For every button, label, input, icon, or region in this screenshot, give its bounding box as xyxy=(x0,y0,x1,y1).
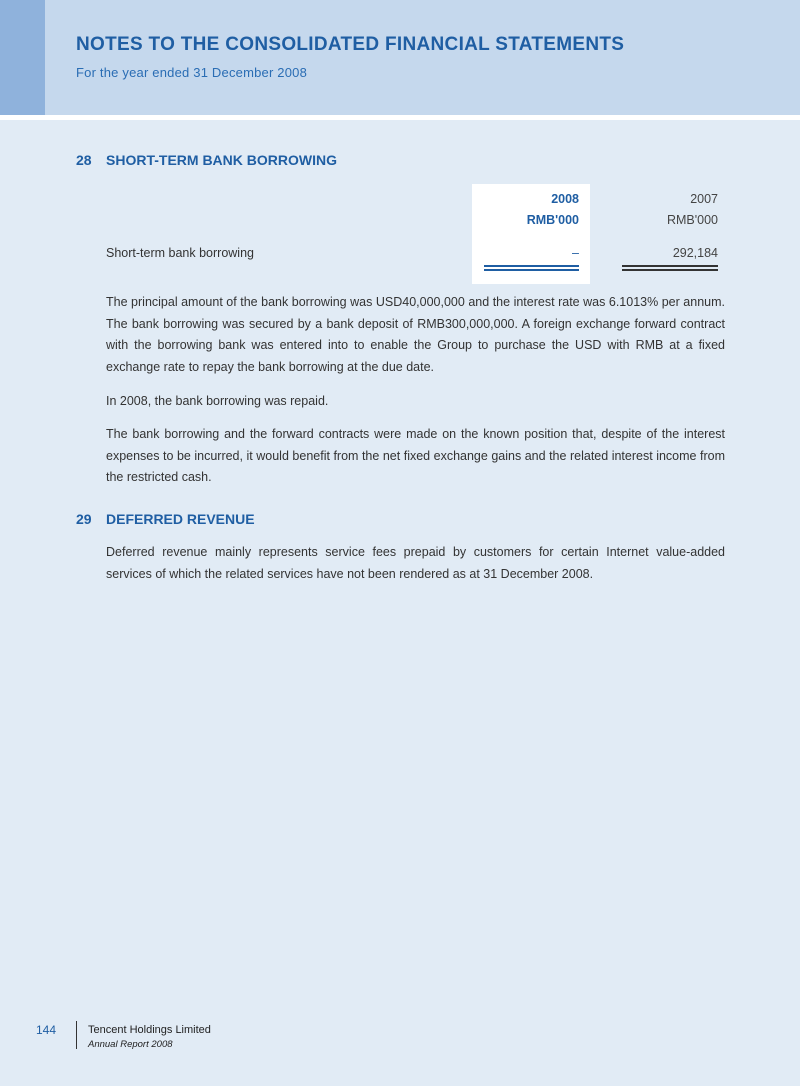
section-28-paragraph-1: The principal amount of the bank borrowing was USD40,000,000 and the interest rate was 6.1013% per annum. The bank borrowing was secured by a bank deposit of RMB300,000,000. A foreign exchange forward contract with the borrowing bank was entered into to enable the Group to purchase the USD with RMB at a fixed exchange rate to repay the bank borrowing at the due date. xyxy=(106,295,725,374)
total-double-underline-2008 xyxy=(484,265,579,271)
total-double-underline-2007 xyxy=(622,265,718,271)
header-divider xyxy=(0,115,800,120)
section-number: 29 xyxy=(76,511,92,527)
section-28-paragraph-3: The bank borrowing and the forward contracts were made on the known position that, despite of the interest expenses to be incurred, it would benefit from the net fixed exchange gains and the related interest income from the restricted cash. xyxy=(106,427,725,484)
page-title: NOTES TO THE CONSOLIDATED FINANCIAL STATEMENTS xyxy=(76,34,625,55)
column-header-2008: 2008 xyxy=(551,192,579,206)
column-unit-2007: RMB'000 xyxy=(666,213,718,227)
column-unit-2008: RMB'000 xyxy=(526,213,579,227)
section-28-paragraph-2: In 2008, the bank borrowing was repaid. xyxy=(106,394,329,408)
section-title: SHORT-TERM BANK BORROWING xyxy=(106,152,337,168)
section-28-heading xyxy=(76,152,337,168)
table-cell-2007: 292,184 xyxy=(672,246,718,260)
table-cell-2008: – xyxy=(572,246,579,260)
footer-divider xyxy=(76,1021,77,1049)
header-accent-stripe xyxy=(0,0,45,115)
section-29-paragraph-1: Deferred revenue mainly represents service fees prepaid by customers for certain Internet value-added services of which the related services have not been rendered as at 31 December 2008. xyxy=(106,545,725,581)
section-29-heading xyxy=(76,511,255,527)
header-band xyxy=(0,0,800,115)
footer-report-title: Annual Report 2008 xyxy=(88,1039,173,1050)
section-title: DEFERRED REVENUE xyxy=(106,511,255,527)
column-header-2007: 2007 xyxy=(690,192,718,206)
section-number: 28 xyxy=(76,152,92,168)
page-subtitle: For the year ended 31 December 2008 xyxy=(76,65,308,80)
footer-company: Tencent Holdings Limited xyxy=(88,1024,211,1036)
page-number: 144 xyxy=(36,1023,57,1037)
table-row-label: Short-term bank borrowing xyxy=(106,246,254,260)
